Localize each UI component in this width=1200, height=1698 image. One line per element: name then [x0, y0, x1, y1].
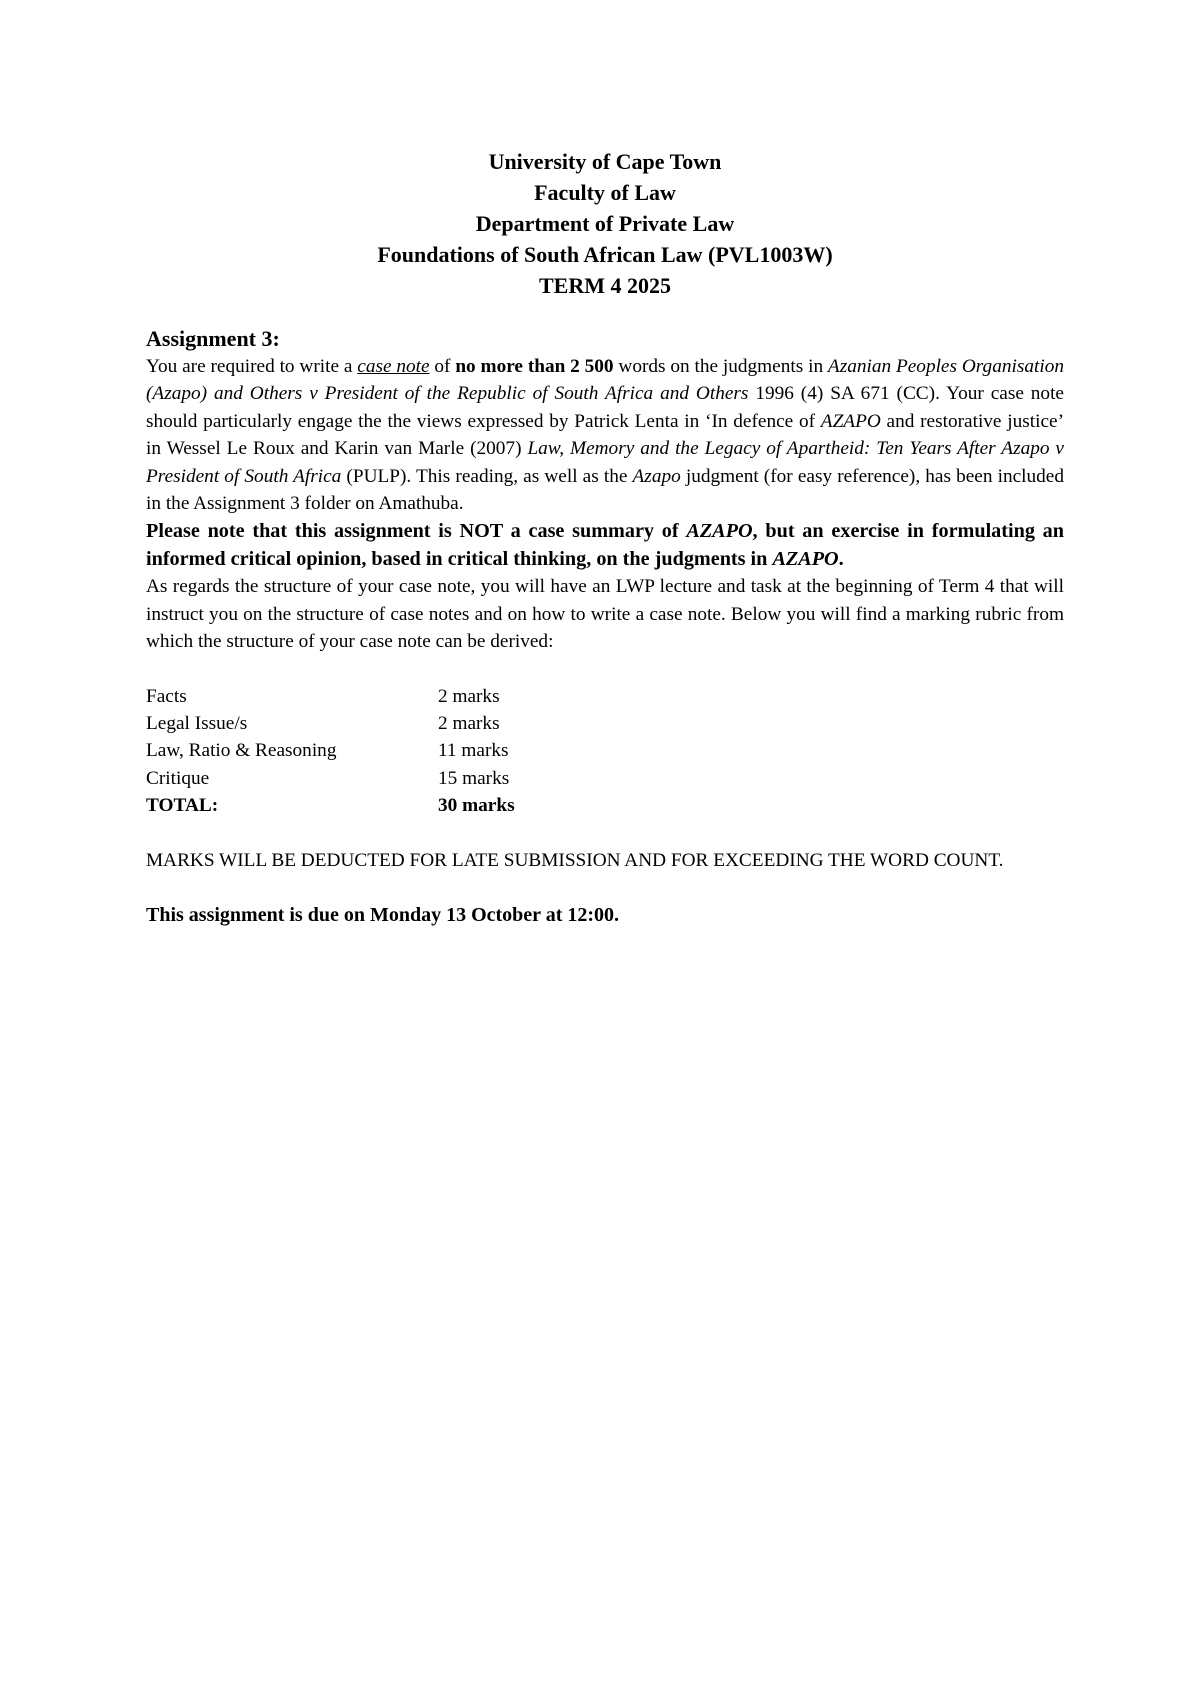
note-text-2: , but an exercise in formulating an informed critical opinion, based in critical thinking, on the judgments in — [146, 520, 1065, 571]
rubric-row — [146, 737, 1064, 764]
rubric-label: Facts — [146, 685, 187, 707]
rubric-row — [146, 765, 1064, 792]
due-date-notice: This assignment is due on Monday 13 October at 12:00. — [146, 904, 620, 927]
case-note-term: case note — [357, 356, 430, 377]
p1-text-5: and restorative justice’ in Wessel Le Roux and Karin van Marle (2007) — [146, 410, 1064, 460]
p1-text-1: You are required to write a — [146, 356, 358, 377]
university-name: University of Cape Town — [488, 149, 722, 174]
course-title: Foundations of South African Law (PVL1003W) — [377, 242, 833, 267]
note-text-3: . — [838, 548, 844, 571]
azapo-judgment: Azapo — [632, 465, 681, 487]
department-name: Department of Private Law — [475, 211, 735, 236]
note-azapo-2: AZAPO — [772, 548, 839, 571]
document-header — [146, 146, 1064, 301]
assignment-heading: Assignment 3: — [146, 326, 280, 351]
rubric-total-marks: 30 marks — [438, 795, 515, 817]
marking-rubric — [146, 683, 1064, 820]
rubric-marks: 2 marks — [438, 685, 500, 707]
rubric-marks: 2 marks — [438, 713, 500, 735]
term-label: TERM 4 2025 — [539, 273, 671, 298]
rubric-label: Law, Ratio & Reasoning — [146, 740, 337, 762]
p1-text-4: 1996 (4) SA 671 (CC). Your case note should particularly engage the the views expressed by Patrick Lenta in ‘In defence of — [146, 383, 1064, 432]
rubric-total-label: TOTAL: — [146, 795, 219, 817]
note-text-1: Please note that this assignment is NOT a case summary of — [146, 520, 687, 543]
rubric-marks: 11 marks — [438, 740, 509, 762]
rubric-label: Critique — [146, 767, 210, 789]
p1-text-6: (PULP). This reading, as well as the — [341, 465, 633, 487]
case-name: Azanian Peoples Organisation (Azapo) and Others v President of the Republic of South Africa and Others — [146, 356, 1064, 405]
important-note — [146, 517, 1064, 573]
p1-text-2: of — [429, 356, 456, 377]
word-limit: no more than 2 500 — [455, 356, 614, 377]
late-submission-warning: MARKS WILL BE DEDUCTED FOR LATE SUBMISSION AND FOR EXCEEDING THE WORD COUNT. — [146, 849, 1004, 871]
document-page — [146, 146, 1064, 929]
rubric-marks: 15 marks — [438, 767, 510, 789]
note-azapo-1: AZAPO — [686, 520, 753, 543]
p1-text-3: words on the judgments in — [613, 356, 828, 377]
book-title: Law, Memory and the Legacy of Apartheid: Ten Years After Azapo v President of South Africa — [146, 438, 1064, 487]
structure-paragraph: As regards the structure of your case note, you will have an LWP lecture and task at the beginning of Term 4 that will instruct you on the structure of case notes and on how to write a case note. Below you will find a marking rubric from which the structure of your case note can be derived: — [146, 576, 1064, 653]
azapo-italic: AZAPO — [820, 410, 881, 432]
faculty-name: Faculty of Law — [534, 180, 676, 205]
instructions-paragraph — [146, 353, 1064, 517]
p1-text-7: judgment (for easy reference), has been included in the Assignment 3 folder on Amathuba. — [146, 465, 1064, 515]
rubric-row — [146, 710, 1064, 737]
rubric-total-row — [146, 792, 1064, 819]
rubric-label: Legal Issue/s — [146, 713, 248, 735]
rubric-row — [146, 683, 1064, 710]
assignment-body — [146, 353, 1064, 656]
